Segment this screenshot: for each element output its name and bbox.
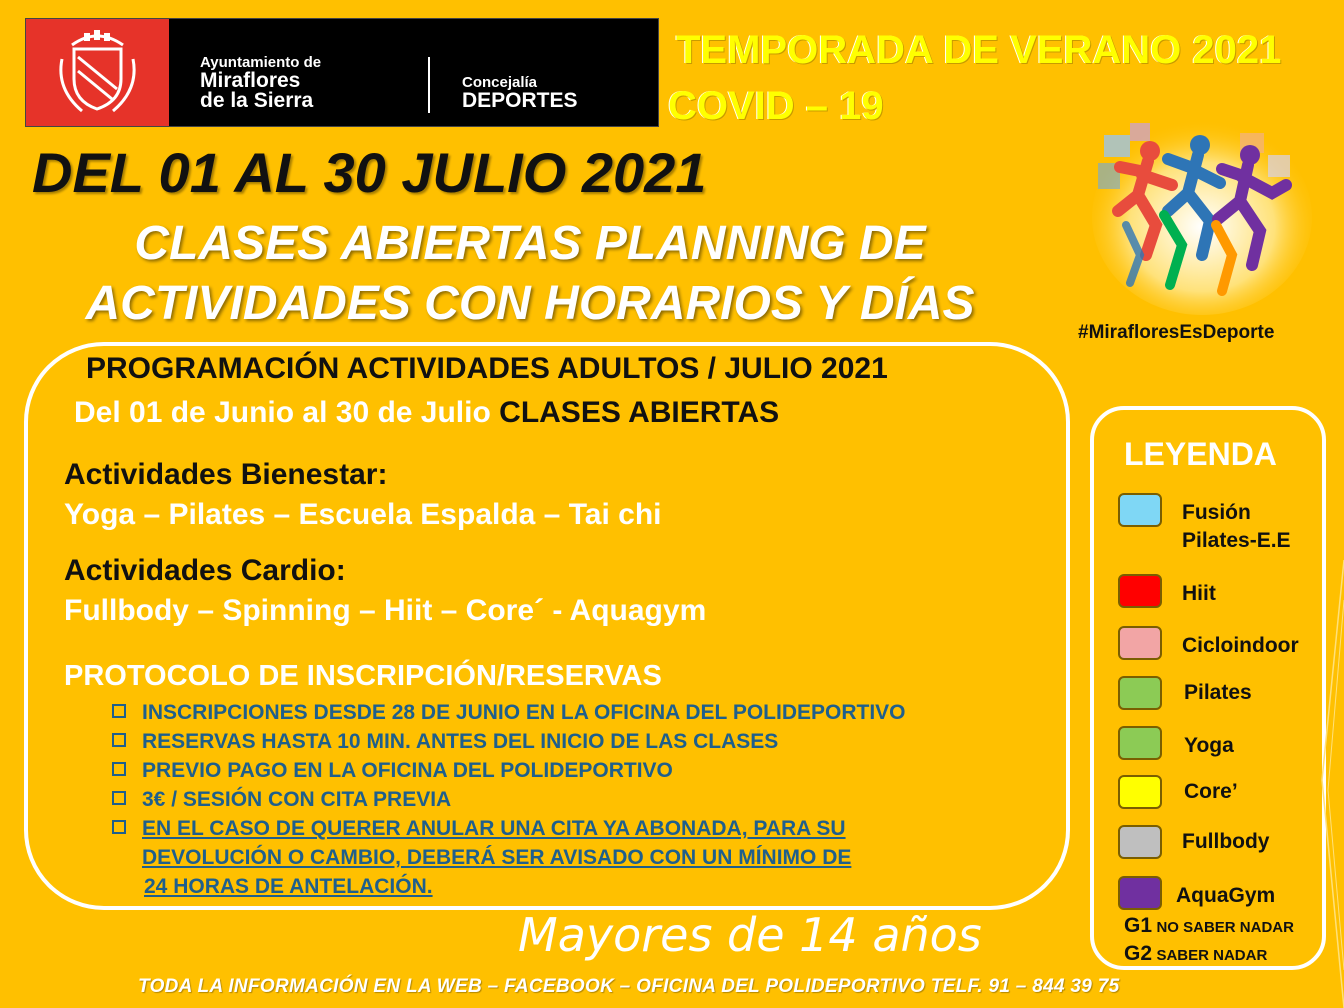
coat-of-arms-icon bbox=[26, 19, 169, 126]
legend-label-pilates: Pilates bbox=[1184, 681, 1252, 704]
program-date-range: Del 01 de Junio al 30 de Julio bbox=[74, 396, 491, 429]
program-open-classes: CLASES ABIERTAS bbox=[499, 396, 780, 429]
legend-swatch-hiit bbox=[1118, 574, 1162, 608]
logo-line2: Miraflores bbox=[200, 69, 301, 92]
legend-title: LEYENDA bbox=[1124, 436, 1277, 472]
list-item: INSCRIPCIONES DESDE 28 DE JUNIO EN LA OFICINA DEL POLIDEPORTIVO bbox=[112, 698, 906, 727]
legend-label-yoga: Yoga bbox=[1184, 734, 1234, 757]
cardio-heading: Actividades Cardio: bbox=[64, 554, 346, 587]
page-subtitle bbox=[40, 214, 1020, 334]
legend-g2: G2 SABER NADAR bbox=[1124, 942, 1268, 965]
list-item: EN EL CASO DE QUERER ANULAR UNA CITA YA ABONADA, PARA SU bbox=[112, 814, 906, 843]
runners-illustration bbox=[1090, 115, 1312, 315]
checkbox-icon bbox=[112, 704, 126, 718]
logo-dept-line2: DEPORTES bbox=[462, 89, 578, 112]
subtitle-line2: ACTIVIDADES CON HORARIOS Y DÍAS bbox=[85, 277, 975, 330]
list-item: RESERVAS HASTA 10 MIN. ANTES DEL INICIO DE LAS CLASES bbox=[112, 727, 906, 756]
protocol-heading: PROTOCOLO DE INSCRIPCIÓN/RESERVAS bbox=[64, 660, 662, 692]
checkbox-icon bbox=[112, 820, 126, 834]
checkbox-icon bbox=[112, 762, 126, 776]
legend-label-aquagym: AquaGym bbox=[1176, 884, 1276, 907]
legend-swatch-core bbox=[1118, 775, 1162, 809]
legend-swatch-fusion bbox=[1118, 493, 1162, 527]
protocol-list bbox=[112, 698, 906, 901]
hashtag: #MirafloresEsDeporte bbox=[1078, 322, 1275, 343]
legend-swatch-cicloindoor bbox=[1118, 626, 1162, 660]
logo-divider bbox=[428, 57, 430, 113]
date-range-heading: DEL 01 AL 30 JULIO 2021 bbox=[32, 141, 707, 204]
legend-label-fusion: Fusión Pilates-E.E bbox=[1182, 501, 1291, 552]
legend-swatch-fullbody bbox=[1118, 825, 1162, 859]
program-title: PROGRAMACIÓN ACTIVIDADES ADULTOS / JULIO 2021 bbox=[86, 352, 888, 385]
legend-label-hiit: Hiit bbox=[1182, 582, 1216, 605]
logo-dept-line1: Concejalía bbox=[462, 74, 538, 91]
legend-swatch-pilates bbox=[1118, 676, 1162, 710]
legend-g1: G1 NO SABER NADAR bbox=[1124, 914, 1294, 937]
legend-swatch-yoga bbox=[1118, 726, 1162, 760]
logo-city-name bbox=[200, 55, 321, 111]
runners-icon bbox=[1090, 115, 1312, 315]
logo-line3: de la Sierra bbox=[200, 89, 314, 112]
legend-label-fullbody: Fullbody bbox=[1182, 830, 1270, 853]
coat-of-arms bbox=[26, 19, 169, 126]
age-note: Mayores de 14 años bbox=[518, 908, 982, 962]
checkbox-icon bbox=[112, 733, 126, 747]
protocol-continuation-2: 24 HORAS DE ANTELACIÓN. bbox=[144, 875, 433, 898]
legend-label-core: Core’ bbox=[1184, 780, 1238, 803]
checkbox-icon bbox=[112, 791, 126, 805]
season-title: TEMPORADA DE VERANO 2021 bbox=[676, 28, 1282, 72]
legend-label-cicloindoor: Cicloindoor bbox=[1182, 634, 1299, 657]
legend-swatch-aquagym bbox=[1118, 876, 1162, 910]
program-subtitle bbox=[74, 396, 779, 430]
bienestar-heading: Actividades Bienestar: bbox=[64, 458, 388, 491]
protocol-continuation-1: DEVOLUCIÓN O CAMBIO, DEBERÁ SER AVISADO CON UN MÍNIMO DE bbox=[142, 846, 852, 869]
subtitle-line1: CLASES ABIERTAS PLANNING DE bbox=[134, 217, 926, 270]
logo-department bbox=[462, 75, 578, 111]
bienestar-list: Yoga – Pilates – Escuela Espalda – Tai chi bbox=[64, 498, 662, 531]
covid-title: COVID – 19 bbox=[668, 84, 884, 128]
list-item: 3€ / SESIÓN CON CITA PREVIA bbox=[112, 785, 906, 814]
decorative-lines bbox=[1320, 560, 1344, 1008]
municipality-logo bbox=[25, 18, 659, 127]
list-item: PREVIO PAGO EN LA OFICINA DEL POLIDEPORTIVO bbox=[112, 756, 906, 785]
footer-info: TODA LA INFORMACIÓN EN LA WEB – FACEBOOK – OFICINA DEL POLIDEPORTIVO TELF. 91 – 844 39 75 bbox=[138, 976, 1120, 997]
logo-line1: Ayuntamiento de bbox=[200, 54, 322, 71]
cardio-list: Fullbody – Spinning – Hiit – Core´ - Aquagym bbox=[64, 594, 707, 627]
